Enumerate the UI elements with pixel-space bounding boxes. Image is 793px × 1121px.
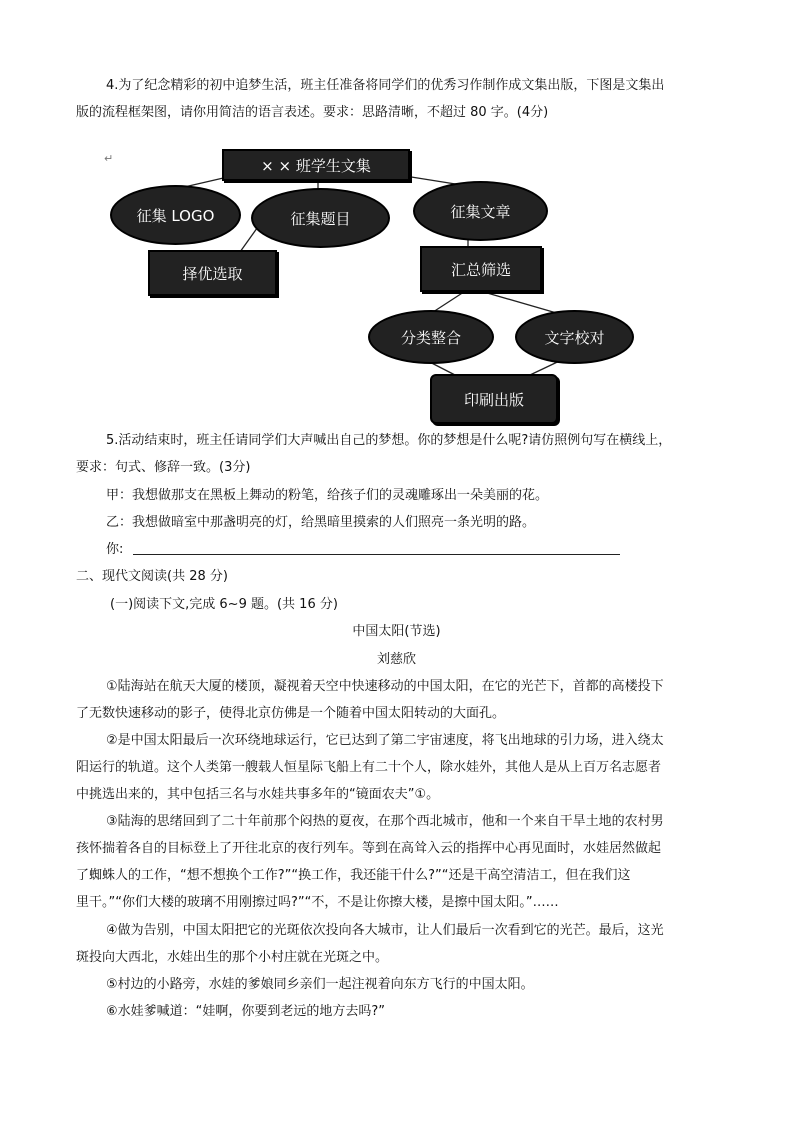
return-mark-icon: ↵ bbox=[104, 152, 114, 165]
paragraph-3-line3: 了蜘蛛人的工作，“想不想换个工作?”“换工作，我还能干什么?”“还是干高空清洁工，但在我们这 bbox=[76, 868, 631, 883]
node-topic: 征集题目 bbox=[251, 188, 390, 248]
node-article: 征集文章 bbox=[413, 181, 548, 241]
paragraph-2-line2: 阳运行的轨道。这个人类第一艘载人恒星际飞船上有二十个人，除水娃外，其他人是从上百万名志愿者 bbox=[76, 760, 662, 775]
paragraph-3-line2: 孩怀揣着各自的目标登上了开往北京的夜行列车。等到在高耸入云的指挥中心再见面时，水娃居然做起 bbox=[76, 841, 662, 856]
paragraph-1-line2: 了无数快速移动的影子，使得北京仿佛是一个随着中国太阳转动的大面孔。 bbox=[76, 706, 506, 721]
article-title: 中国太阳(节选) bbox=[352, 624, 441, 639]
q5-your-answer-label: 你: bbox=[106, 542, 124, 557]
q4-text-line2: 版的流程框架图，请你用简洁的语言表述。要求：思路清晰，不超过 80 字。(4分) bbox=[76, 105, 549, 120]
section-heading: 二、现代文阅读(共 28 分) bbox=[76, 569, 228, 584]
q5-text-line1: 5.活动结束时，班主任请同学们大声喊出自己的梦想。你的梦想是什么呢?请仿照例句写在横线上， bbox=[106, 433, 672, 448]
q5-text-line2: 要求：句式、修辞一致。(3分) bbox=[76, 460, 251, 475]
paragraph-4-line2: 斑投向大西北，水娃出生的那个小村庄就在光斑之中。 bbox=[76, 950, 389, 965]
paragraph-2-line3: 中挑选出来的，其中包括三名与水娃共事多年的“镜面农夫”①。 bbox=[76, 787, 440, 802]
paragraph-2-line1: ②是中国太阳最后一次环绕地球运行，它已达到了第二宇宙速度，将飞出地球的引力场，进入绕太 bbox=[106, 733, 664, 748]
q5-example-a: 甲：我想做那支在黑板上舞动的粉笔，给孩子们的灵魂雕琢出一朵美丽的花。 bbox=[106, 488, 549, 503]
answer-blank-line[interactable] bbox=[133, 554, 620, 555]
article-author: 刘慈欣 bbox=[376, 652, 416, 667]
node-classify: 分类整合 bbox=[368, 310, 494, 364]
paragraph-1-line1: ①陆海站在航天大厦的楼顶，凝视着天空中快速移动的中国太阳，在它的光芒下，首都的高楼投下 bbox=[106, 679, 664, 694]
paragraph-3-line4: 里干。”“你们大楼的玻璃不用刚擦过吗?”“不，不是让你擦大楼，是擦中国太阳。”…… bbox=[76, 895, 559, 910]
node-title: × × 班学生文集 bbox=[222, 149, 410, 181]
paragraph-5: ⑤村边的小路旁，水娃的爹娘同乡亲们一起注视着向东方飞行的中国太阳。 bbox=[106, 977, 534, 992]
node-print: 印刷出版 bbox=[430, 374, 558, 424]
node-select: 择优选取 bbox=[148, 250, 277, 296]
node-proofread: 文字校对 bbox=[515, 310, 634, 364]
q5-example-b: 乙：我想做暗室中那盏明亮的灯，给黑暗里摸索的人们照亮一条光明的路。 bbox=[106, 515, 536, 530]
node-logo: 征集 LOGO bbox=[110, 185, 241, 245]
q4-text-line1: 4.为了纪念精彩的初中追梦生活，班主任准备将同学们的优秀习作制作成文集出版，下图是文集出 bbox=[106, 78, 665, 93]
node-summary: 汇总筛选 bbox=[420, 246, 542, 292]
paragraph-4-line1: ④做为告别，中国太阳把它的光斑依次投向各大城市，让人们最后一次看到它的光芒。最后，这光 bbox=[106, 923, 664, 938]
paragraph-6: ⑥水娃爹喊道：“娃啊，你要到老远的地方去吗?” bbox=[106, 1004, 386, 1019]
section-subheading: (一)阅读下文,完成 6~9 题。(共 16 分) bbox=[110, 597, 338, 612]
paragraph-3-line1: ③陆海的思绪回到了二十年前那个闷热的夏夜，在那个西北城市，他和一个来自干旱土地的农村男 bbox=[106, 814, 664, 829]
